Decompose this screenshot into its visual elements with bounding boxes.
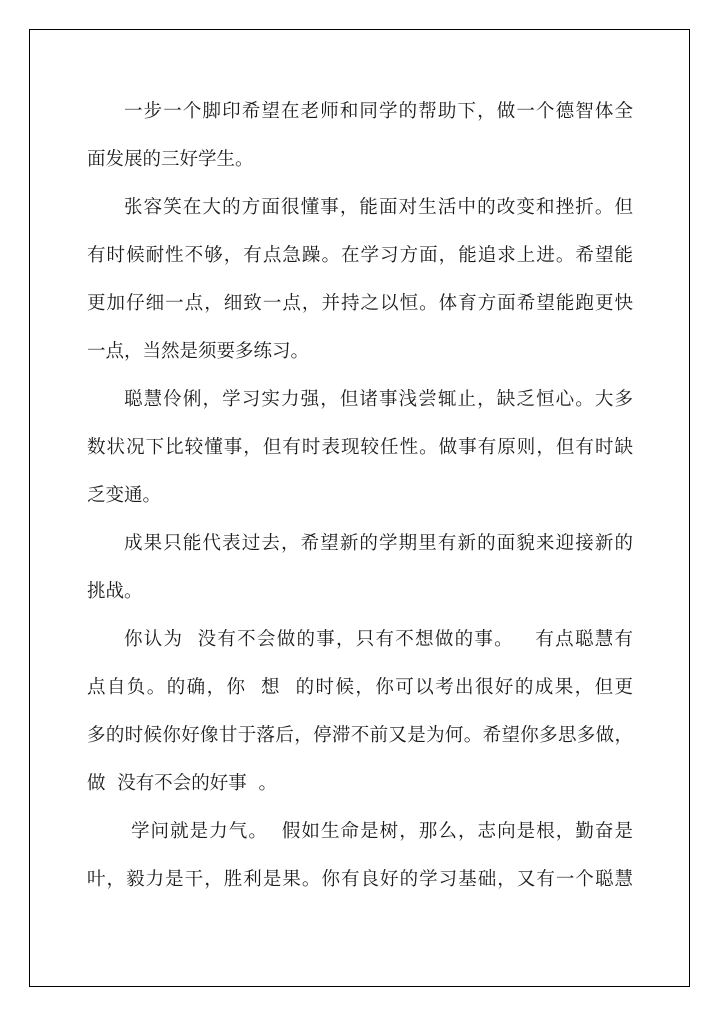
text-line: 一步一个脚印希望在老师和同学的帮助下，做一个德智体全 [124, 101, 633, 122]
text-line: 乏变通。 [87, 485, 162, 506]
document-body [87, 93, 633, 909]
paragraph-2 [87, 189, 633, 381]
text-line: 学问就是力气。 假如生命是树，那么，志向是根，勤奋是 [124, 821, 633, 842]
paragraph-3 [87, 381, 633, 525]
text-line: 做 没有不会的好事 。 [87, 773, 278, 794]
text-line: 点自负。的确，你 想 的时候，你可以考出很好的成果，但更 [87, 677, 633, 698]
paragraph-5 [87, 621, 633, 813]
text-line: 张容笑在大的方面很懂事，能面对生活中的改变和挫折。但 [124, 197, 633, 218]
paragraph-6 [87, 813, 633, 909]
text-line: 更加仔细一点，细致一点，并持之以恒。体育方面希望能跑更快 [87, 293, 633, 314]
text-line: 数状况下比较懂事，但有时表现较任性。做事有原则，但有时缺 [87, 437, 633, 458]
text-line: 叶，毅力是干，胜利是果。你有良好的学习基础，又有一个聪慧 [87, 869, 633, 890]
text-line: 一点，当然是须要多练习。 [87, 341, 310, 362]
text-line: 你认为 没有不会做的事，只有不想做的事。 有点聪慧有 [124, 629, 633, 650]
text-line: 多的时候你好像甘于落后，停滞不前又是为何。希望你多思多做， [87, 725, 633, 746]
text-line: 成果只能代表过去，希望新的学期里有新的面貌来迎接新的 [124, 533, 633, 554]
paragraph-1 [87, 93, 633, 189]
paragraph-4 [87, 525, 633, 621]
text-line: 面发展的三好学生。 [87, 149, 254, 170]
text-line: 有时候耐性不够，有点急躁。在学习方面，能追求上进。希望能 [87, 245, 633, 266]
text-line: 聪慧伶俐，学习实力强，但诸事浅尝辄止，缺乏恒心。大多 [124, 389, 633, 410]
text-line: 挑战。 [87, 581, 143, 602]
